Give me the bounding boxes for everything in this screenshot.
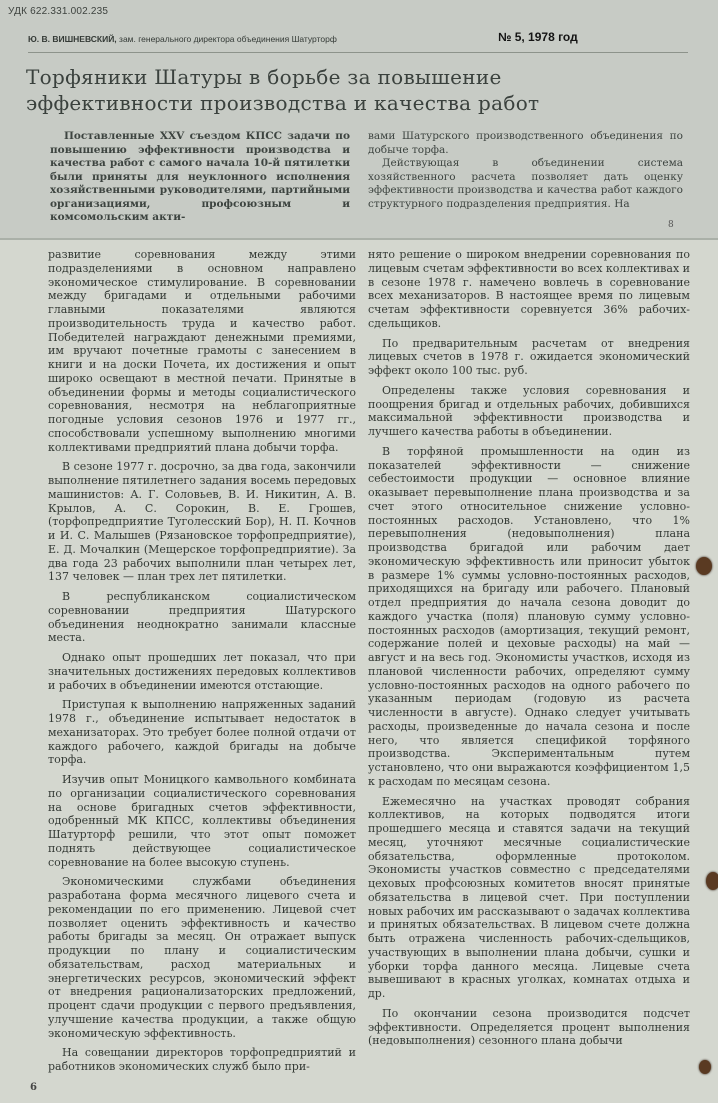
binder-hole bbox=[706, 872, 718, 890]
lead-paragraph: Поставленные XXV съездом КПСС задачи по повышению эффективности производства и качества работ с самого начала 10-й пятилетки были приняты для неуклонного исполнения хозяйственными руководителями, партийными организациями, профсоюзным и комсомольским акти- bbox=[50, 130, 350, 223]
body-paragraph: Изучив опыт Моницкого камвольного комбината по организации социалистического соревнования на основе бригадных счетов эффективности, одобренный МК КПСС, коллективы объединения Шатурторф решили, что этот опыт поможет поднять действующее социалистическое соревнование на более высокую ступень. bbox=[48, 773, 356, 869]
lead-column-right bbox=[368, 130, 683, 211]
binder-hole bbox=[696, 557, 712, 575]
article-title: Торфяники Шатуры в борьбе за повышение эффективности производства и качества работ bbox=[26, 65, 540, 115]
issue-number: № 5, 1978 год bbox=[498, 30, 578, 44]
body-column-right bbox=[368, 248, 690, 1054]
page-number: 6 bbox=[30, 1082, 37, 1093]
lead-paragraph: вами Шатурского производственного объединения по добыче торфа. bbox=[368, 130, 683, 156]
body-paragraph: Однако опыт прошедших лет показал, что при значительных достижениях передовых коллективов и рабочих в объединении имеются отстающие. bbox=[48, 651, 356, 692]
body-paragraph: По окончании сезона производится подсчет эффективности. Определяется процент выполнения (недовыполнения) сезонного плана добычи bbox=[368, 1006, 690, 1048]
body-paragraph: Ежемесячно на участках проводят собрания коллективов, на которых подводятся итоги прошедшего месяца и ставятся задачи на текущий месяц, уточняют месячные социалистические обязательства, оформленные протоколом. Экономисты участков совместно с председателями цеховых профсоюзных комитетов вносят принятые обязательства в лицевой счет. При поступлении новых рабочих им рассказывают о задачах коллектива и принятых обязательствах. В лицевом счете должна быть отражена численность рабочих-сдельщиков, участвующих в выполнении плана добычи, сушки и уборки торфа данного месяца. Лицевые счета вывешивают в красных уголках, комнатах отдыха и др. bbox=[368, 794, 690, 1000]
body-paragraph: Экономическими службами объединения разработана форма месячного лицевого счета и рекомендации по его применению. Лицевой счет позволяет оценить эффективность и качество работы бригады за месяц. Он отражает выпуск продукции по плану и социалистическим обязательствам, расход материальных и энергетических ресурсов, экономический эффект от внедрения рационализаторских предложений, процент сдачи продукции с первого предъявления, улучшение качества продукции, а также общую экономическую эффективность. bbox=[48, 875, 356, 1040]
body-paragraph: На совещании директоров торфопредприятий и работников экономических служб было при- bbox=[48, 1046, 356, 1073]
body-paragraph: В республиканском социалистическом соревновании предприятия Шатурского объединения неоднократно занимали классные места. bbox=[48, 590, 356, 645]
article-header-clipping bbox=[0, 0, 718, 240]
body-paragraph: По предварительным расчетам от внедрения лицевых счетов в 1978 г. ожидается экономический эффект около 100 тыс. руб. bbox=[368, 336, 690, 377]
author-name: Ю. В. ВИШНЕВСКИЙ, bbox=[28, 34, 117, 44]
binder-hole bbox=[699, 1060, 711, 1074]
udk-code: УДК 622.331.002.235 bbox=[8, 6, 109, 17]
author-line bbox=[28, 34, 478, 44]
lead-paragraph: Действующая в объединении система хозяйственного расчета позволяет дать оценку эффективности производства и качества работ каждого структурного подразделения предприятия. На bbox=[368, 157, 683, 210]
body-column-left bbox=[48, 248, 356, 1080]
author-role: зам. генерального директора объединения Шатурторф bbox=[119, 34, 337, 44]
body-paragraph: развитие соревнования между этими подразделениями в основном направлено экономическое стимулирование. В соревновании между бригадами и отдельными рабочими главными показателями являются производительность труда и качество работ. Победителей награждают денежными премиями, им вручают почетные грамоты с занесением в книги и на доски Почета, их достижения и опыт широко освещают в местной печати. Принятые в объединении формы и методы социалистического соревнования, несмотря на неблагоприятные погодные условия сезонов 1976 и 1977 гг., способствовали успешному выполнению многими коллективами предприятий плана добычи торфа. bbox=[48, 248, 356, 454]
body-paragraph: Определены также условия соревнования и поощрения бригад и отдельных рабочих, добившихся максимальной эффективности производства и лучшего качества работы в объединении. bbox=[368, 383, 690, 438]
header-rule bbox=[28, 52, 688, 53]
body-paragraph: В сезоне 1977 г. досрочно, за два года, закончили выполнение пятилетнего задания восемь передовых машинистов: А. Г. Соловьев, В. И. Никитин, А. В. Крылов, А. С. Сорокин, В. Е. Грошев, (торфопредприятие Туголесский Бор), Н. П. Кочнов и И. С. Малышев (Рязановское торфопредприятие), Е. Д. Мочалкин (Мещерское торфопредприятие). За два года 23 рабочих выполнили план четырех лет, 137 человек — план трех лет пятилетки. bbox=[48, 460, 356, 584]
body-paragraph: Приступая к выполнению напряженных заданий 1978 г., объединение испытывает недостаток в механизаторах. Это требует более полной отдачи от каждого рабочего, каждой бригады на добыче торфа. bbox=[48, 698, 356, 767]
page-number: 8 bbox=[668, 220, 674, 230]
lead-column-left bbox=[50, 130, 350, 225]
body-paragraph: В торфяной промышленности на один из показателей эффективности — снижение себестоимости продукции — основное влияние оказывает перевыполнение плана производства и за счет этого относительное снижение условно-постоянных расходов. Установлено, что 1% перевыполнения (недовыполнения) плана производства бригадой или рабочим дает экономическую эффективность или приносит убыток в размере 1% суммы условно-постоянных расходов, приходящихся на бригаду или рабочего. Плановый отдел предприятия до начала сезона доводит до каждого участка (поля) плановую сумму условно-постоянных расходов (амортизация, текущий ремонт, содержание полей и цеховые расходы) на май — август и на весь год. Экономисты участков, исходя из плановой численности рабочих, определяют сумму условно-постоянных расходов на одного рабочего по указанным периодам (годовую из расчета численности в августе). Однако следует учитывать расходы, произведенные до начала сезона и после него, что является спецификой торфяного производства. Экспериментальным путем установлено, что они выражаются коэффициентом 1,5 к расходам по месяцам сезона. bbox=[368, 444, 690, 788]
body-paragraph: нято решение о широком внедрении соревнования по лицевым счетам эффективности во всех коллективах и в сезоне 1978 г. намечено вовлечь в соревнование всех механизаторов. В настоящее время по лицевым счетам эффективности соревнуется 36% рабочих-сдельщиков. bbox=[368, 248, 690, 330]
